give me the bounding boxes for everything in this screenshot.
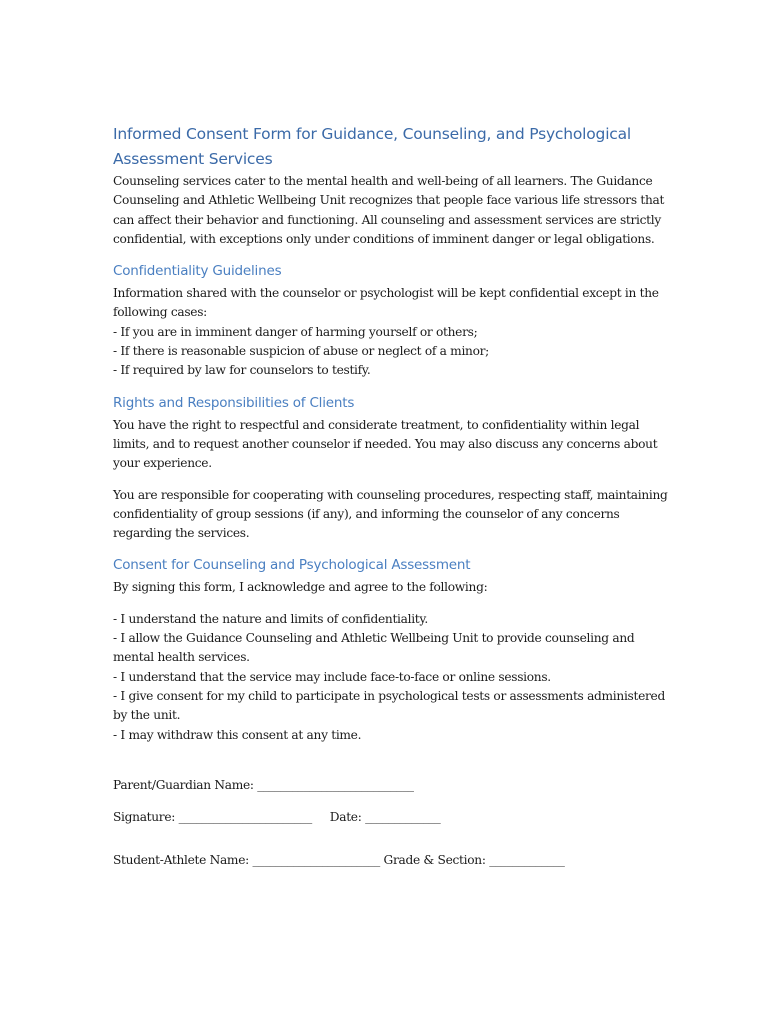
section-heading: Confidentiality Guidelines xyxy=(113,263,282,280)
signature-date-field[interactable]: Signature: _______________________ Date: _____________ xyxy=(113,809,441,824)
student-athlete-field[interactable]: Student-Athlete Name: ______________________ Grade & Section: _____________ xyxy=(113,853,565,868)
section-paragraph: By signing this form, I acknowledge and agree to the following: xyxy=(113,580,488,595)
list-item: - I give consent for my child to participate in psychological tests or assessments administered by the unit. xyxy=(113,688,665,723)
section-heading: Rights and Responsibilities of Clients xyxy=(113,394,355,411)
section-heading: Consent for Counseling and Psychological Assessment xyxy=(113,557,471,574)
section-paragraph: Information shared with the counselor or psychologist will be kept confidential except in the following cases: xyxy=(113,286,659,320)
list-item: - I understand the nature and limits of confidentiality. xyxy=(113,611,428,626)
intro-paragraph: Counseling services cater to the mental health and well-being of all learners. The Guidance Counseling and Athletic Wellbeing Unit recognizes that people face various life stressors that can affect their behavior and functioning. All counseling and assessment services are strictly confidential, with exceptions only under conditions of imminent danger or legal obligations. xyxy=(113,174,665,246)
section-paragraph: You have the right to respectful and considerate treatment, to confidentiality within legal limits, and to request another counselor if needed. You may also discuss any concerns about your experience. xyxy=(113,417,658,471)
list-item: - I understand that the service may include face-to-face or online sessions. xyxy=(113,669,551,684)
list-item: - If there is reasonable suspicion of abuse or neglect of a minor; xyxy=(113,344,489,359)
list-item: - If required by law for counselors to testify. xyxy=(113,363,371,378)
signature-block xyxy=(113,776,673,871)
section-rights xyxy=(113,393,673,544)
section-paragraph: You are responsible for cooperating with counseling procedures, respecting staff, maintaining confidentiality of group sessions (if any), and informing the counselor of any concerns regarding the services. xyxy=(113,487,668,541)
list-item: - If you are in imminent danger of harming yourself or others; xyxy=(113,324,478,339)
section-consent xyxy=(113,555,673,744)
paragraph-spacer xyxy=(113,474,673,486)
list-item: - I may withdraw this consent at any time. xyxy=(113,727,362,742)
consent-form-page xyxy=(113,122,673,883)
parent-guardian-name-field[interactable]: Parent/Guardian Name: ___________________________ xyxy=(113,777,414,792)
list-item: - I allow the Guidance Counseling and Athletic Wellbeing Unit to provide counseling and mental health services. xyxy=(113,631,635,665)
document-title: Informed Consent Form for Guidance, Counseling, and Psychological Assessment Services xyxy=(113,125,632,168)
paragraph-spacer xyxy=(113,598,673,610)
section-confidentiality xyxy=(113,261,673,380)
